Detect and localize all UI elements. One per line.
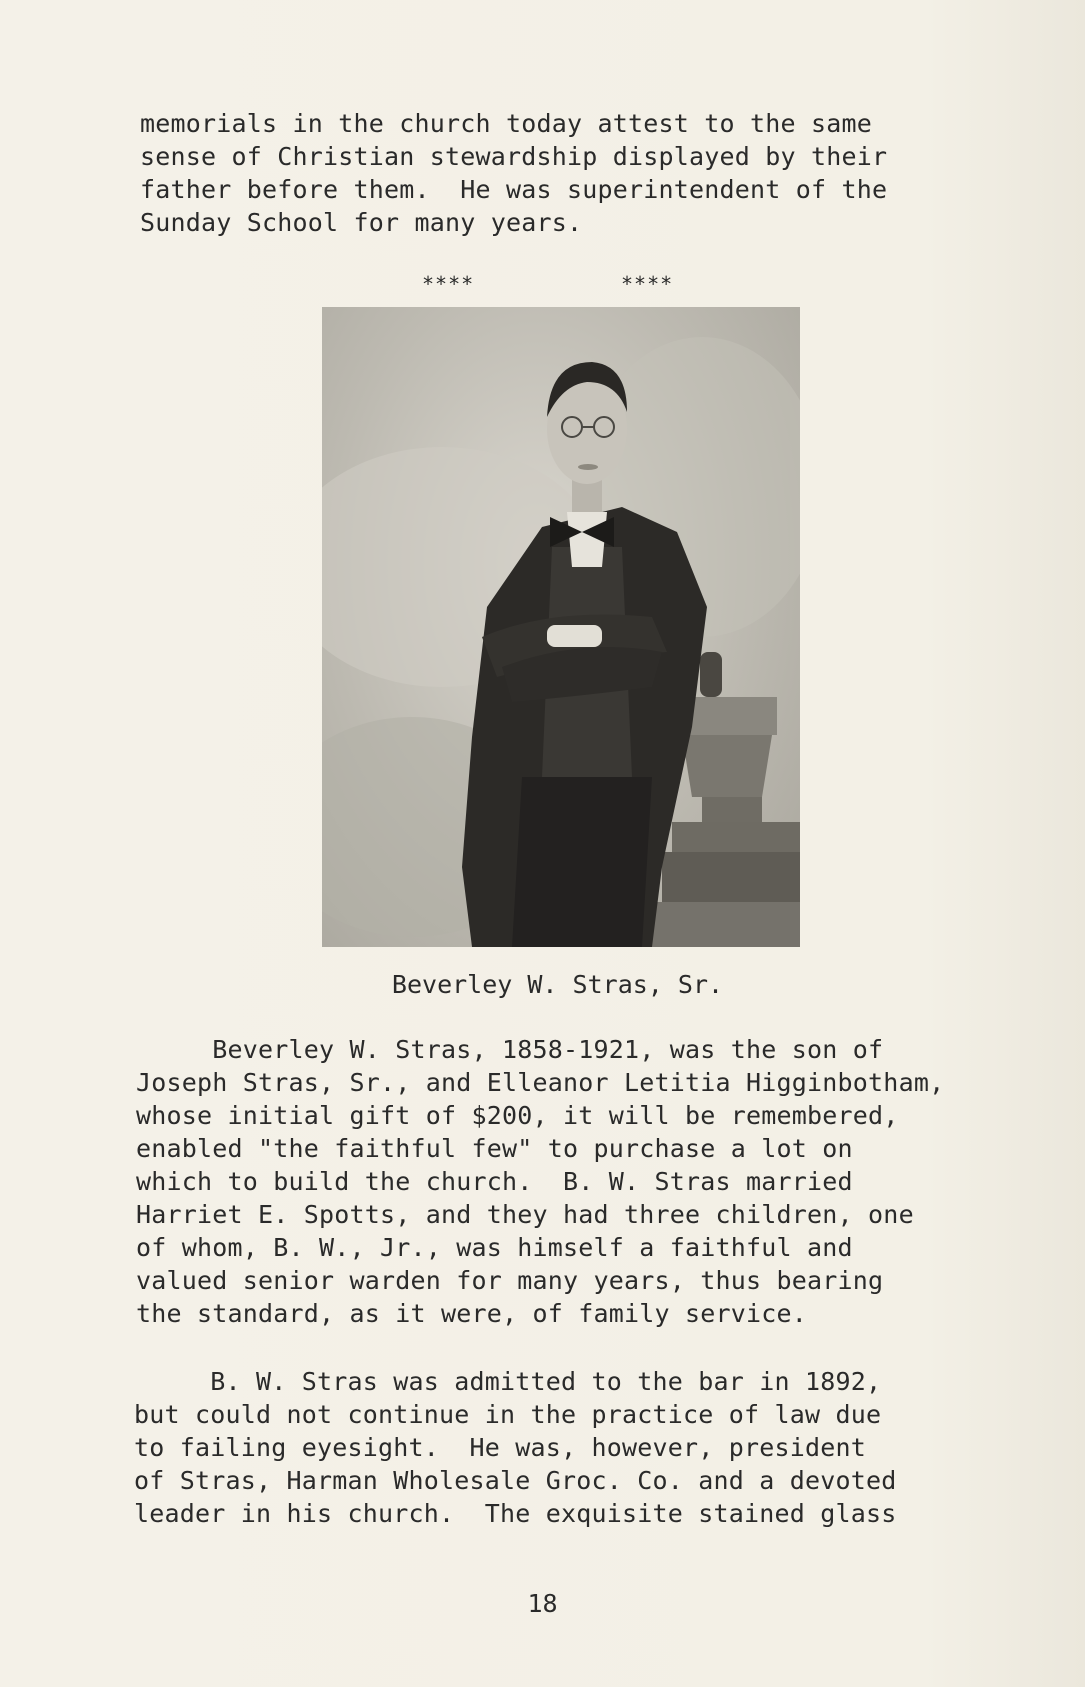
page-number: 18 <box>527 1589 558 1618</box>
text-line: which to build the church. B. W. Stras married <box>136 1167 853 1196</box>
photo-caption: Beverley W. Stras, Sr. <box>391 970 724 999</box>
text-line: of Stras, Harman Wholesale Groc. Co. and a devoted <box>134 1466 897 1495</box>
text-line: Harriet E. Spotts, and they had three children, one <box>136 1200 914 1229</box>
portrait-figure <box>322 307 800 947</box>
text-line: sense of Christian stewardship displayed by their <box>140 142 888 171</box>
separator-stars-left: **** <box>422 272 475 296</box>
text-line: the standard, as it were, of family service. <box>136 1299 808 1328</box>
text-line: to failing eyesight. He was, however, president <box>134 1433 867 1462</box>
portrait-photograph <box>322 307 800 947</box>
text-line: enabled "the faithful few" to purchase a lot on <box>136 1134 853 1163</box>
text-line: of whom, B. W., Jr., was himself a faithful and <box>136 1233 853 1262</box>
text-line: memorials in the church today attest to the same <box>140 109 873 138</box>
text-line: B. W. Stras was admitted to the bar in 1892, <box>134 1367 882 1396</box>
separator-stars-right: **** <box>621 272 674 296</box>
text-line: leader in his church. The exquisite stained glass <box>134 1499 897 1528</box>
text-line: valued senior warden for many years, thus bearing <box>136 1266 884 1295</box>
text-line: Beverley W. Stras, 1858-1921, was the son of <box>136 1035 884 1064</box>
text-line: whose initial gift of $200, it will be remembered, <box>136 1101 899 1130</box>
text-line: father before them. He was superintendent of the <box>140 175 888 204</box>
text-line: Joseph Stras, Sr., and Elleanor Letitia Higginbotham, <box>136 1068 945 1097</box>
text-line: Sunday School for many years. <box>140 208 583 237</box>
text-line: but could not continue in the practice of law due <box>134 1400 882 1429</box>
